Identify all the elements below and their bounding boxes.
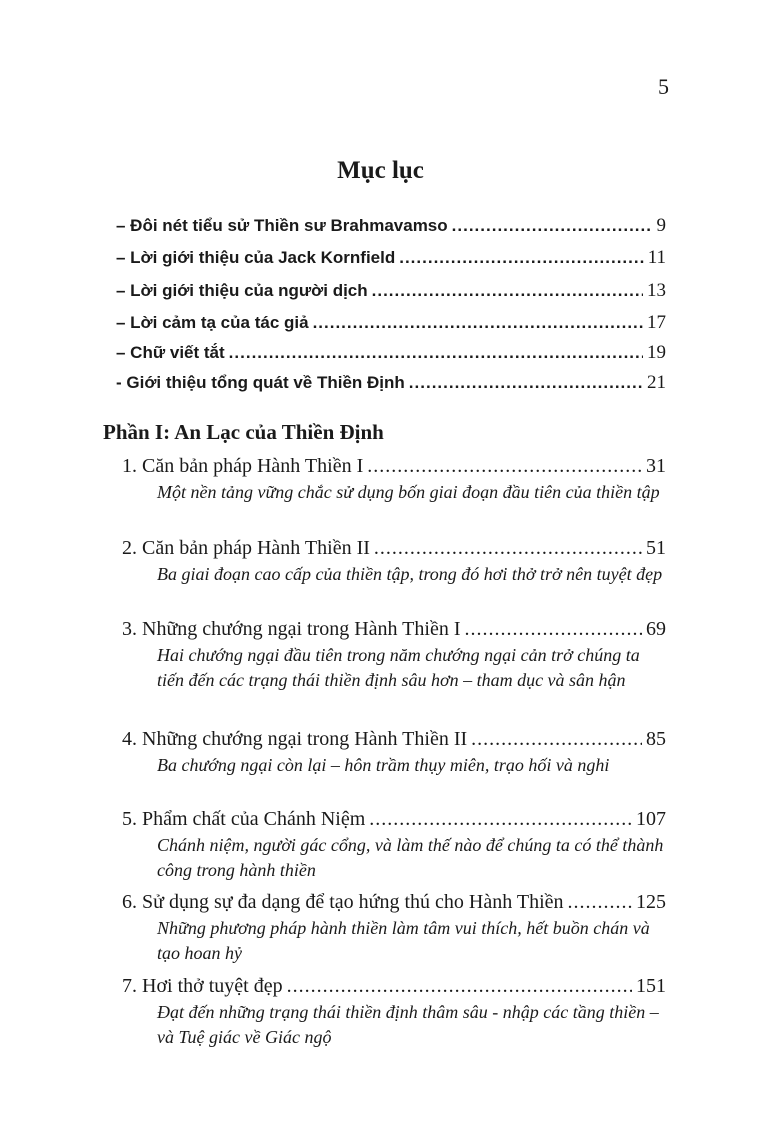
chapter-title: 4. Những chướng ngại trong Hành Thiền II (122, 728, 468, 750)
chapter-entry (122, 455, 666, 505)
chapter-title: 1. Căn bản pháp Hành Thiền I (122, 455, 364, 477)
chapter-description: Chánh niệm, người gác cổng, và làm thế nào để chúng ta có thể thành công trong hành thiền (157, 835, 664, 880)
toc-entry (116, 280, 666, 302)
chapter-description: Ba giai đoạn cao cấp của thiền tập, trong đó hơi thở trở nên tuyệt đẹp (157, 564, 663, 584)
entry-title: – Lời cảm tạ của tác giả (116, 313, 309, 332)
chapter-page: 151 (636, 975, 666, 997)
leader-dots (399, 248, 643, 268)
chapter-page: 107 (636, 808, 666, 830)
chapter-entry (122, 808, 666, 883)
leader-dots (313, 313, 643, 333)
toc-entry (116, 215, 666, 237)
leader-dots (287, 975, 632, 998)
chapter-page: 51 (646, 537, 666, 559)
leader-dots (367, 455, 642, 478)
entry-title: – Lời giới thiệu của người dịch (116, 281, 368, 300)
chapter-page: 125 (636, 891, 666, 913)
entry-title: – Chữ viết tắt (116, 343, 225, 362)
chapter-title: 3. Những chướng ngại trong Hành Thiền I (122, 618, 461, 640)
chapter-description: Những phương pháp hành thiền làm tâm vui thích, hết buồn chán và tạo hoan hỷ (157, 918, 650, 963)
page-number: 5 (658, 74, 669, 99)
entry-title: - Giới thiệu tổng quát về Thiền Định (116, 373, 405, 392)
chapter-page: 31 (646, 455, 666, 477)
leader-dots (465, 618, 643, 641)
chapter-page: 69 (646, 618, 666, 640)
toc-title: Mục lục (337, 157, 424, 184)
chapter-entry (122, 728, 666, 778)
toc-entry (116, 372, 666, 394)
toc-entry (116, 342, 666, 364)
leader-dots (372, 281, 643, 301)
leader-dots (452, 216, 653, 236)
entry-page: 21 (647, 372, 666, 393)
chapter-entry (122, 618, 666, 693)
chapter-description: Đạt đến những trạng thái thiền định thâm sâu - nhập các tầng thiền – và Tuệ giác về Giác ngộ (157, 1002, 659, 1047)
part-title: Phần I: An Lạc của Thiền Định (103, 420, 384, 444)
leader-dots (229, 343, 643, 363)
entry-title: – Lời giới thiệu của Jack Kornfield (116, 248, 396, 267)
entry-page: 17 (647, 312, 666, 333)
toc-entry (116, 247, 666, 269)
chapter-title: 7. Hơi thở tuyệt đẹp (122, 975, 283, 997)
chapter-page: 85 (646, 728, 666, 750)
chapter-description: Ba chướng ngại còn lại – hôn trầm thụy miên, trạo hối và nghi (157, 755, 610, 775)
chapter-title: 6. Sử dụng sự đa dạng để tạo hứng thú cho Hành Thiền (122, 891, 564, 913)
chapter-description: Một nền tảng vững chắc sử dụng bốn giai đoạn đầu tiên của thiền tập (157, 482, 660, 502)
entry-page: 19 (647, 342, 666, 363)
leader-dots (568, 891, 632, 914)
leader-dots (374, 537, 642, 560)
entry-page: 9 (656, 215, 666, 236)
chapter-title: 2. Căn bản pháp Hành Thiền II (122, 537, 370, 559)
chapter-entry (122, 975, 666, 1050)
entry-title: – Đôi nét tiểu sử Thiền sư Brahmavamso (116, 216, 448, 235)
toc-entry (116, 312, 666, 334)
chapter-entry (122, 891, 666, 966)
entry-page: 11 (647, 247, 666, 268)
leader-dots (409, 373, 643, 393)
leader-dots (369, 808, 632, 831)
entry-page: 13 (647, 280, 666, 301)
leader-dots (471, 728, 642, 751)
chapter-entry (122, 537, 666, 587)
chapter-description: Hai chướng ngại đầu tiên trong năm chướng ngại cản trở chúng ta tiến đến các trạng thái thiền định sâu hơn – tham dục và sân hận (157, 645, 640, 690)
chapter-title: 5. Phẩm chất của Chánh Niệm (122, 808, 366, 830)
